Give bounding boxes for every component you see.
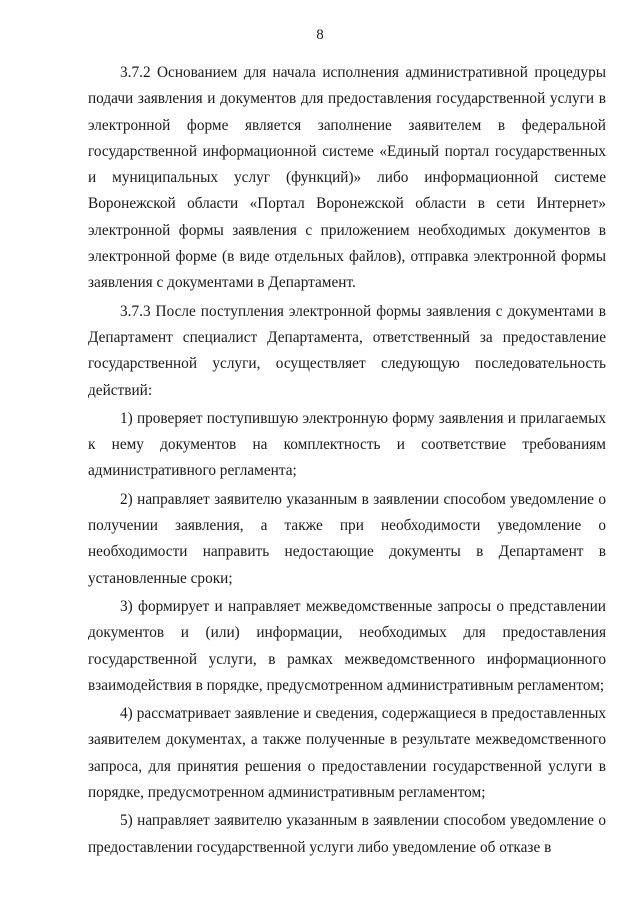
paragraph-3-7-2: 3.7.2 Основанием для начала исполнения административной процедуры подачи заявления и документов для предоставления государственной услуги в электронной форме является заполнение заявителем в федеральной государственной информационной системе «Единый портал государственных и муниципальных услуг (функций)» либо информационной системе Воронежской области «Портал Воронежской области в сети Интернет» электронной формы заявления с приложением необходимых документов в электронной форме (в виде отдельных файлов), отправка электронной формы заявления с документами в Департамент. — [88, 64, 606, 292]
page-number: 8 — [316, 27, 324, 43]
list-item-1: 1) проверяет поступившую электронную форму заявления и прилагаемых к нему документов на комплектность и соответствие требованиям административного регламента; — [88, 409, 606, 480]
paragraph-3-7-3: 3.7.3 После поступления электронной формы заявления с документами в Департамент специалист Департамента, ответственный за предоставление государственной услуги, осуществляет следующую последовательность действий: — [88, 302, 606, 399]
list-item-2: 2) направляет заявителю указанным в заявлении способом уведомление о получении заявления, а также при необходимости уведомление о необходимости направить недостающие документы в Департамент в установленные сроки; — [88, 490, 606, 587]
list-item-5: 5) направляет заявителю указанным в заявлении способом уведомление о предоставлении государственной услуги либо уведомление об отказе в — [88, 812, 606, 856]
document-body — [88, 60, 606, 861]
list-item-3: 3) формирует и направляет межведомственные запросы о представлении документов и (или) информации, необходимых для предоставления государственной услуги, в рамках межведомственного информационного взаимодействия в порядке, предусмотренном административным регламентом; — [88, 597, 606, 694]
list-item-4: 4) рассматривает заявление и сведения, содержащиеся в предоставленных заявителем документах, а также полученные в результате межведомственного запроса, для принятия решения о предоставлении государственной услуги в порядке, предусмотренном административным регламентом; — [88, 705, 606, 802]
